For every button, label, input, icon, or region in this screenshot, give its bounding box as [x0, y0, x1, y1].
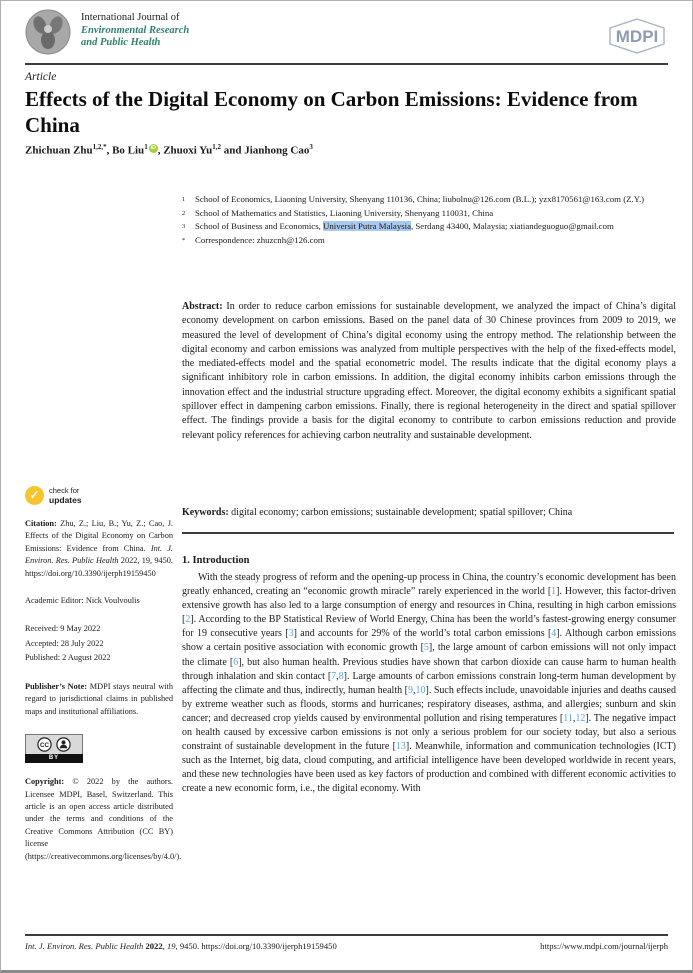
footer-volume: , 19: [162, 941, 176, 951]
affiliation-marker: 3: [182, 223, 186, 231]
citation-ref[interactable]: 4: [551, 628, 557, 640]
citation-label: Citation:: [25, 519, 57, 528]
footer-citation: [25, 941, 337, 951]
copyright-text: © 2022 by the authors. Licensee MDPI, Basel, Switzerland. This article is an open access article distributed under the terms and conditions of the Creative Commons Attribution (CC BY) license (https://creativecommons.org/licenses/by/4.0/).: [25, 777, 182, 861]
abstract-divider: [182, 532, 674, 534]
cc-by-label: BY: [25, 754, 83, 763]
introduction-paragraph: With the steady progress of reform and the opening-up process in China, the country’s economic development has been greatly enhanced, creating an “economic growth miracle” rarely experienced in the world [1]. However, this factor-driven extensive growth has also led to a large consumption of energy and resources in China, resulting in high carbon emissions [2]. According to the BP Statistical Review of World Energy, China has been the world’s fastest-growing energy consumer for 19 consecutive years [3] and accounts for 29% of the world’s total carbon emissions [4]. Although carbon emissions show a certain positive association with economic growth [5], the large amount of carbon emissions will not only impact the climate [6], but also human health. Previous studies have shown that carbon dioxide can cause harm to human health through inhalation and skin contact [7,8]. Large amounts of carbon emissions constrain long-term human development by affecting the climate and thus, indirectly, human health [9,10]. Such effects include, unavoidable injuries and deaths caused by extreme weather such as floods, storms and hurricanes; respiratory diseases, asthma, and allergies; sunburn and skin cancer; and decreased crop yields caused by environmental pollution and rising temperatures [11,12]. The negative impact on health caused by excessive carbon emissions is not only a serious problem for our society today, but also a serious constraint of sustainable development in the future [13]. Meanwhile, information and communication technologies (ICT) such as the Internet, big data, cloud computing, and artificial intelligence have been developed worldwide in recent years, and these new technologies have been used as key factors of production and combined with different economic activities to create a new economic form, i.e., the digital economy. With: [182, 572, 676, 795]
affiliation-row: [182, 220, 676, 234]
journal-name-line1: International Journal of: [81, 12, 180, 23]
abstract-paragraph: [182, 300, 676, 443]
affiliation-text: School of Mathematics and Statistics, Liaoning University, Shenyang 110031, China: [195, 207, 494, 218]
publishers-note: [25, 681, 173, 718]
citation-body: Zhu, Z.; Liu, B.; Yu, Z.; Cao, J. Effects of the Digital Economy on Carbon Emissions: Evidence from China.: [25, 519, 173, 553]
citation-ref[interactable]: 11: [563, 712, 573, 724]
affiliation-marker: *: [182, 237, 186, 245]
header-rule: [25, 63, 668, 65]
article-type-label: Article: [25, 71, 57, 83]
author-separator: ,: [106, 144, 113, 157]
citation-ref[interactable]: 6: [233, 656, 239, 668]
page-footer: [25, 941, 668, 951]
footer-journal-url[interactable]: https://www.mdpi.com/journal/ijerph: [540, 941, 668, 951]
author-affil-sup: 1,2,*: [92, 143, 107, 151]
citation-ref[interactable]: 9: [407, 684, 413, 696]
correspondence-text: Correspondence: zhuzcnh@126.com: [195, 235, 325, 246]
selection-highlight: Universit Putra Malaysia: [323, 221, 411, 232]
citation-ref[interactable]: 7: [331, 670, 337, 682]
keywords-text: digital economy; carbon emissions; sustainable development; spatial spillover; China: [228, 507, 573, 518]
author-name: Zhuoxi Yu: [163, 144, 213, 157]
person-icon: [56, 737, 71, 752]
accepted-date: Accepted: 28 July 2022: [25, 638, 104, 648]
affiliation-text: School of Business and Economics, Universit Putra Malaysia, Serdang 43400, Malaysia; xiatiandeguoguo@gmail.com: [195, 221, 614, 232]
affiliation-row: [182, 207, 676, 221]
abstract-label: Abstract:: [182, 301, 223, 312]
academic-editor-line: Academic Editor: Nick Voulvoulis: [25, 596, 140, 606]
author-line: [25, 143, 665, 157]
footer-rule: [25, 934, 668, 936]
citation-ref[interactable]: 8: [338, 670, 344, 682]
published-date: Published: 2 August 2022: [25, 653, 111, 663]
citation-ref[interactable]: 5: [423, 642, 429, 654]
check-for-updates-badge[interactable]: [25, 486, 173, 505]
affiliation-row: [182, 193, 676, 207]
author-separator: ,: [157, 144, 164, 157]
crossmark-check-icon: ✓: [25, 486, 44, 505]
publishers-note-text: MDPI stays neutral with regard to jurisdictional claims in published maps and institutional affiliations.: [25, 681, 173, 716]
citation-ref[interactable]: 13: [395, 741, 406, 753]
affiliations-block: [182, 193, 676, 248]
footer-year: 2022: [143, 941, 163, 951]
publishers-note-label: Publisher’s Note:: [25, 681, 88, 691]
journal-name-line3: and Public Health: [81, 37, 161, 48]
author-affil-sup: 3: [309, 143, 313, 151]
author-name: Jianhong Cao: [244, 144, 310, 157]
abstract-text: In order to reduce carbon emissions for sustainable development, we analyzed the impact of China’s digital economy development on carbon emissions. Based on the panel data of 30 Chinese provinces from 2009 to 2019, we measured the level of development of China’s digital economy using the entropy method. The relationship between the digital economy and carbon emissions was analyzed from multiple perspectives with the help of the fixed-effects model, the mediated-effects model and the spatial econometric model. The results indicate that the digital economy plays a significant inhibitory role in carbon emissions. In addition, the digital economy inhibits carbon emissions through the innovation effect and the industrial structure upgrading effect. Moreover, the digital economy exhibits a significant spatial spillover effect in dampening carbon emissions. Finally, there is regional heterogeneity in the direct and spatial spillover effect. The findings provide a basis for the digital economy to contribute to carbon emissions reduction and provide relevant policy references for achieving carbon neutrality and sustainable development.: [182, 301, 676, 441]
citation-ref[interactable]: 2: [185, 614, 191, 626]
author-affil-sup: 1: [144, 143, 148, 151]
svg-text:CC: CC: [40, 742, 49, 750]
affiliation-marker: 1: [182, 196, 186, 203]
sidebar-column: [25, 486, 182, 863]
history-dates: [25, 622, 173, 666]
received-date: Received: 9 May 2022: [25, 624, 101, 634]
footer-doi-link[interactable]: , 9450. https://doi.org/10.3390/ijerph19159450: [175, 941, 337, 951]
mdpi-logo: [604, 17, 670, 55]
copyright-label: Copyright:: [25, 777, 65, 787]
footer-journal: Int. J. Environ. Res. Public Health: [25, 941, 144, 951]
svg-text:MDPI: MDPI: [615, 27, 659, 46]
journal-name-line2: Environmental Research: [81, 24, 190, 36]
keywords-line: [182, 506, 676, 520]
check-updates-label: check for updates: [49, 486, 82, 505]
affiliation-marker: 2: [182, 209, 186, 217]
citation-ref[interactable]: 10: [415, 684, 426, 696]
keywords-label: Keywords:: [182, 507, 229, 518]
journal-name: [81, 12, 189, 50]
citation-doi[interactable]: 2022, 19, 9450. https://doi.org/10.3390/ijerph19159450: [25, 556, 174, 578]
citation-journal: Int. J. Environ. Res. Public Health: [25, 543, 174, 566]
citation-ref[interactable]: 3: [288, 628, 294, 640]
author-affil-sup: 1,2: [212, 143, 221, 151]
citation-block: [25, 518, 173, 580]
cc-icons: [25, 734, 83, 754]
author-separator: and: [220, 144, 245, 157]
citation-ref[interactable]: 12: [575, 712, 586, 724]
cc-icon: [37, 737, 52, 752]
author-name: Zhichuan Zhu: [25, 144, 93, 157]
journal-logo: [25, 9, 71, 55]
section-heading-introduction: 1. Introduction: [182, 555, 250, 566]
page-title: Effects of the Digital Economy on Carbon Emissions: Evidence from China: [25, 87, 638, 137]
copyright-block: [25, 776, 182, 863]
affiliation-row: [182, 234, 676, 248]
affiliation-text: School of Economics, Liaoning University, Shenyang 110136, China; liubolnu@126.com (B.L.); yzx8170561@163.com (Z.Y.): [195, 194, 645, 204]
cc-by-badge[interactable]: [25, 734, 83, 763]
orcid-icon[interactable]: iD: [150, 145, 156, 151]
author-name: Bo Liu: [112, 144, 145, 157]
citation-ref[interactable]: 1: [551, 586, 557, 598]
